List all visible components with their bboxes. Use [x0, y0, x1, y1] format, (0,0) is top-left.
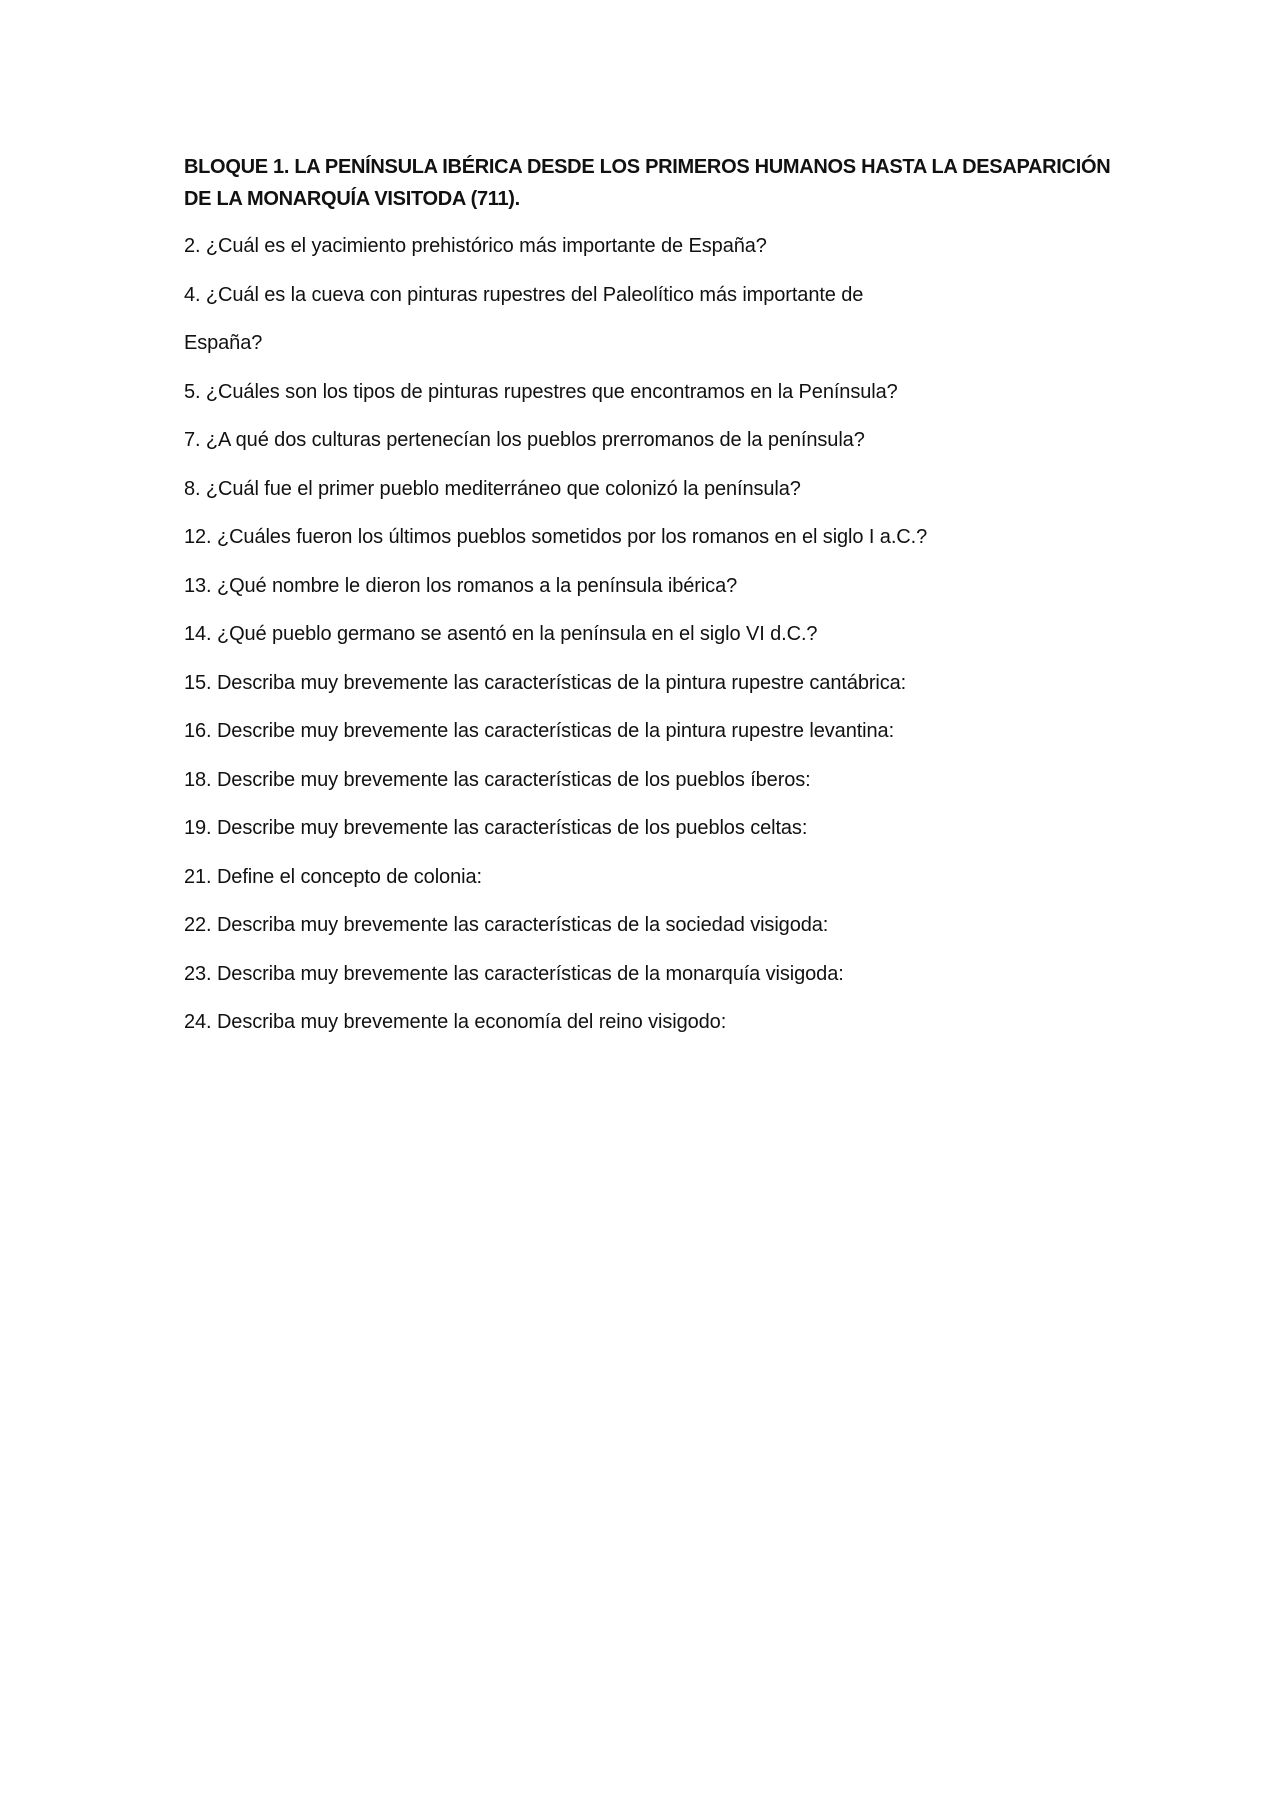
question-item: [184, 229, 1124, 263]
question-item: [184, 472, 1124, 506]
question-text: 22. Describa muy brevemente las características de la sociedad visigoda:: [184, 914, 829, 936]
question-text: 8. ¿Cuál fue el primer pueblo mediterráneo que colonizó la península?: [184, 477, 801, 500]
question-text: 18. Describe muy brevemente las características de los pueblos íberos:: [184, 768, 811, 791]
question-item: [184, 908, 1124, 942]
question-text: 12. ¿Cuáles fueron los últimos pueblos sometidos por los romanos en el siglo I a.C.?: [184, 526, 928, 548]
question-item: [184, 811, 1124, 845]
question-item: [184, 714, 1124, 748]
question-item: [184, 423, 1124, 457]
question-item: [184, 520, 1124, 554]
question-item: [184, 1005, 1124, 1039]
question-text: 14. ¿Qué pueblo germano se asentó en la península en el siglo VI d.C.?: [184, 623, 818, 645]
question-item: [184, 617, 1124, 651]
question-item: [184, 666, 1124, 700]
question-text: 23. Describa muy brevemente las características de la monarquía visigoda:: [184, 962, 844, 985]
question-text-continuation: España?: [184, 332, 263, 354]
question-text: 7. ¿A qué dos culturas pertenecían los pueblos prerromanos de la península?: [184, 429, 865, 451]
block-title: BLOQUE 1. LA PENÍNSULA IBÉRICA DESDE LOS PRIMEROS HUMANOS HASTA LA DESAPARICIÓN DE LA MONARQUÍA VISITODA (711).: [184, 156, 1111, 210]
question-text: 15. Describa muy brevemente las características de la pintura rupestre cantábrica:: [184, 671, 907, 694]
document-body: [184, 151, 1124, 1054]
question-text: 21. Define el concepto de colonia:: [184, 865, 482, 888]
question-item: [184, 763, 1124, 797]
question-text: 19. Describe muy brevemente las características de los pueblos celtas:: [184, 817, 808, 839]
question-text: 16. Describe muy brevemente las características de la pintura rupestre levantina:: [184, 720, 895, 742]
question-item: [184, 957, 1124, 991]
question-item: [184, 860, 1124, 894]
question-text: 2. ¿Cuál es el yacimiento prehistórico más importante de España?: [184, 235, 767, 257]
question-list: [184, 229, 1124, 1039]
question-text: 13. ¿Qué nombre le dieron los romanos a la península ibérica?: [184, 574, 738, 597]
question-text: 5. ¿Cuáles son los tipos de pinturas rupestres que encontramos en la Península?: [184, 380, 898, 403]
question-item: [184, 569, 1124, 603]
question-text: 24. Describa muy brevemente la economía del reino visigodo:: [184, 1011, 727, 1033]
question-item: [184, 375, 1124, 409]
question-text: 4. ¿Cuál es la cueva con pinturas rupestres del Paleolítico más importante de: [184, 283, 864, 306]
question-item: [184, 278, 1124, 361]
